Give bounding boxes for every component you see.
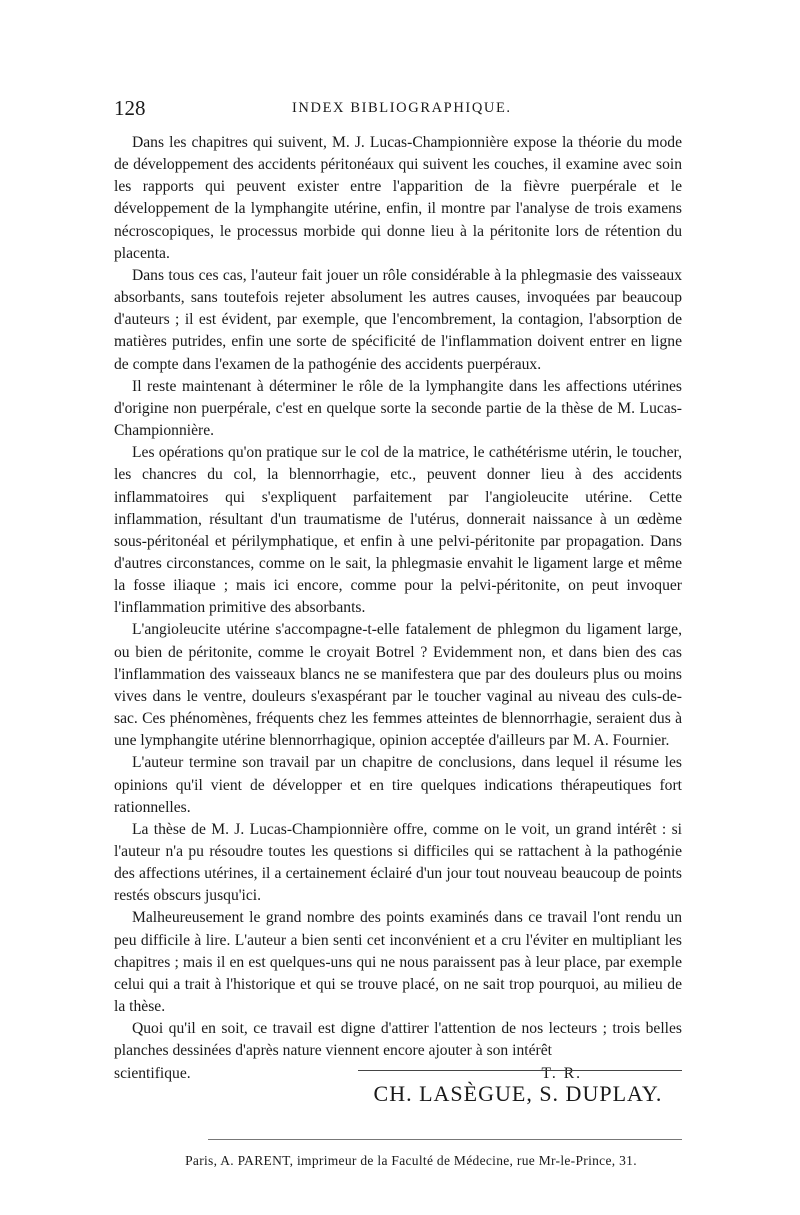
page-header [114,96,682,122]
paragraph: L'auteur termine son travail par un chapitre de conclusions, dans lequel il résume les opinions qu'il vient de développer et en tire quelques indications thérapeutiques fort rationnelles. [114,754,682,816]
paragraph: La thèse de M. J. Lucas-Championnière offre, comme on le voit, un grand intérêt : si l'auteur n'a pu résoudre toutes les questions si difficiles qui se rattachent à la pathogénie des affections utérines, il a certainement éclairé d'un jour tout nouveau beaucoup de points restés obscurs jusqu'ici. [114,820,682,905]
page-number: 128 [114,96,146,120]
paragraph: Dans les chapitres qui suivent, M. J. Lucas-Championnière expose la théorie du mode de développement des accidents péritonéaux qui suivent les couches, il examine avec soin les rapports qui peuvent exister entre l'apparition de la fièvre puerpérale et le développement de la lymphangite utérine, enfin, il montre par l'analyse de trois examens nécroscopiques, le processus morbide qui donne lieu à la péritonite lors de rétention du placenta. [114,134,682,262]
printer-imprint: Paris, A. PARENT, imprimeur de la Faculté de Médecine, rue Mr-le-Prince, 31. [185,1153,637,1168]
paragraph: L'angioleucite utérine s'accompagne-t-elle fatalement de phlegmon du ligament large, ou bien de péritonite, comme le croyait Botrel ? Evidemment non, et dans bien des cas l'inflammation des vaisseaux blancs ne se manifestera que par des douleurs plus ou moins vives dans le ventre, douleurs s'exaspérant par le toucher vaginal au niveau des culs-de-sac. Ces phénomènes, fréquents chez les femmes atteintes de blennorrhagie, seraient dus à une lymphangite utérine blennorrhagique, opinion acceptée d'ailleurs par M. A. Fournier. [114,621,682,750]
paragraph: Il reste maintenant à déterminer le rôle de la lymphangite dans les affections utérines d'origine non puerpérale, c'est en quelque sorte la seconde partie de la thèse de M. Lucas-Championnière. [114,377,682,440]
paragraph: Les opérations qu'on pratique sur le col de la matrice, le cathétérisme utérin, le toucher, les chancres du col, la blennorrhagie, etc., peuvent donner lieu à des accidents inflammatoires qui s'expliquent parfaitement par l'angioleucite utérine. Cette inflammation, résultant d'un traumatisme de l'utérus, donnerait naissance à un œdème sous-péritonéal et périlymphatique, et enfin à une pelvi-péritonite par propagation. Dans d'autres circonstances, comme on le sait, la phlegmasie envahit le ligament large et même la fosse iliaque ; mais ici encore, comme pour la pelvi-péritonite, on peut invoquer l'inflammation primitive des absorbants. [114,444,682,617]
last-line-tail: scientifique. [114,1064,191,1082]
divider-top [358,1070,682,1071]
paragraph-last: Quoi qu'il en soit, ce travail est digne d'attirer l'attention de nos lecteurs ; trois belles planches dessinées d'après nature viennent encore ajouter à son intérêt [114,1020,682,1060]
paragraph: Dans tous ces cas, l'auteur fait jouer un rôle considérable à la phlegmasie des vaisseaux absorbants, sans toutefois rejeter absolument les autres causes, invoquées par beaucoup d'auteurs ; il est évident, par exemple, que l'encombrement, la contagion, l'absorption de matières putrides, enfin une sorte de spécificité de l'inflammation doivent entrer en ligne de compte dans l'examen de la pathogénie des accidents puerpéraux. [114,266,682,373]
reviewer-initials: T. R. [541,1064,582,1082]
running-title: INDEX BIBLIOGRAPHIQUE. [292,100,512,116]
editors-names: CH. LASÈGUE, S. DUPLAY. [373,1081,663,1106]
paragraph: Malheureusement le grand nombre des points examinés dans ce travail l'ont rendu un peu difficile à lire. L'auteur a bien senti cet inconvénient et a cru l'éviter en multipliant les chapitres ; mais il en est quelques-uns qui ne nous paraissent pas à leur place, par exemple celui qui a trait à l'historique et qui se trouve placé, on ne sait trop pourquoi, au milieu de la thèse. [114,909,682,1016]
review-text [114,132,682,1085]
divider-bottom [208,1139,682,1140]
